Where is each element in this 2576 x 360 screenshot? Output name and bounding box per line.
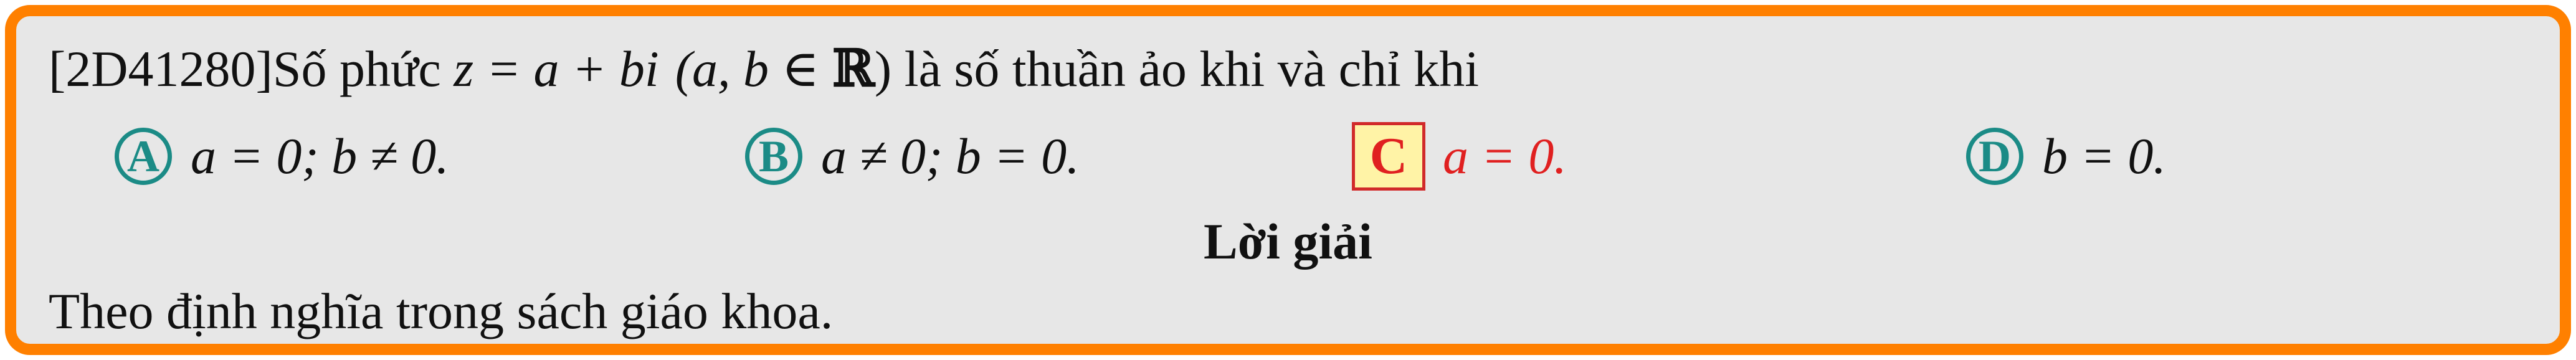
option-d[interactable] — [1966, 122, 2166, 191]
question-code: [2D41280] — [49, 40, 273, 97]
option-a-text: a = 0; b ≠ 0. — [191, 128, 449, 184]
option-d-badge[interactable]: D — [1966, 128, 2023, 185]
option-c-badge[interactable]: C — [1352, 122, 1425, 191]
option-a-badge[interactable]: A — [115, 128, 172, 185]
solution-heading: Lời giải — [1204, 213, 1372, 270]
option-b-text: a ≠ 0; b = 0. — [821, 128, 1080, 184]
question-formula-close: ) — [874, 40, 892, 97]
question-card — [5, 5, 2571, 355]
question-text-after: là số thuần ảo khi và chỉ khi — [891, 40, 1480, 97]
question-formula-z: z = a + bi — [454, 40, 659, 97]
option-a[interactable] — [115, 122, 449, 191]
option-c-text: a = 0. — [1443, 128, 1567, 184]
option-d-text: b = 0. — [2042, 128, 2166, 184]
real-numbers-symbol: ℝ — [832, 39, 875, 98]
option-b[interactable] — [745, 122, 1080, 191]
question-formula-cond: (a, b ∈ — [675, 40, 832, 97]
option-c-correct[interactable] — [1352, 122, 1567, 191]
question-stem — [49, 37, 1479, 100]
solution-text: Theo định nghĩa trong sách giáo khoa. — [49, 283, 834, 339]
question-text-before: Số phức — [272, 40, 454, 97]
option-b-badge[interactable]: B — [745, 128, 802, 185]
